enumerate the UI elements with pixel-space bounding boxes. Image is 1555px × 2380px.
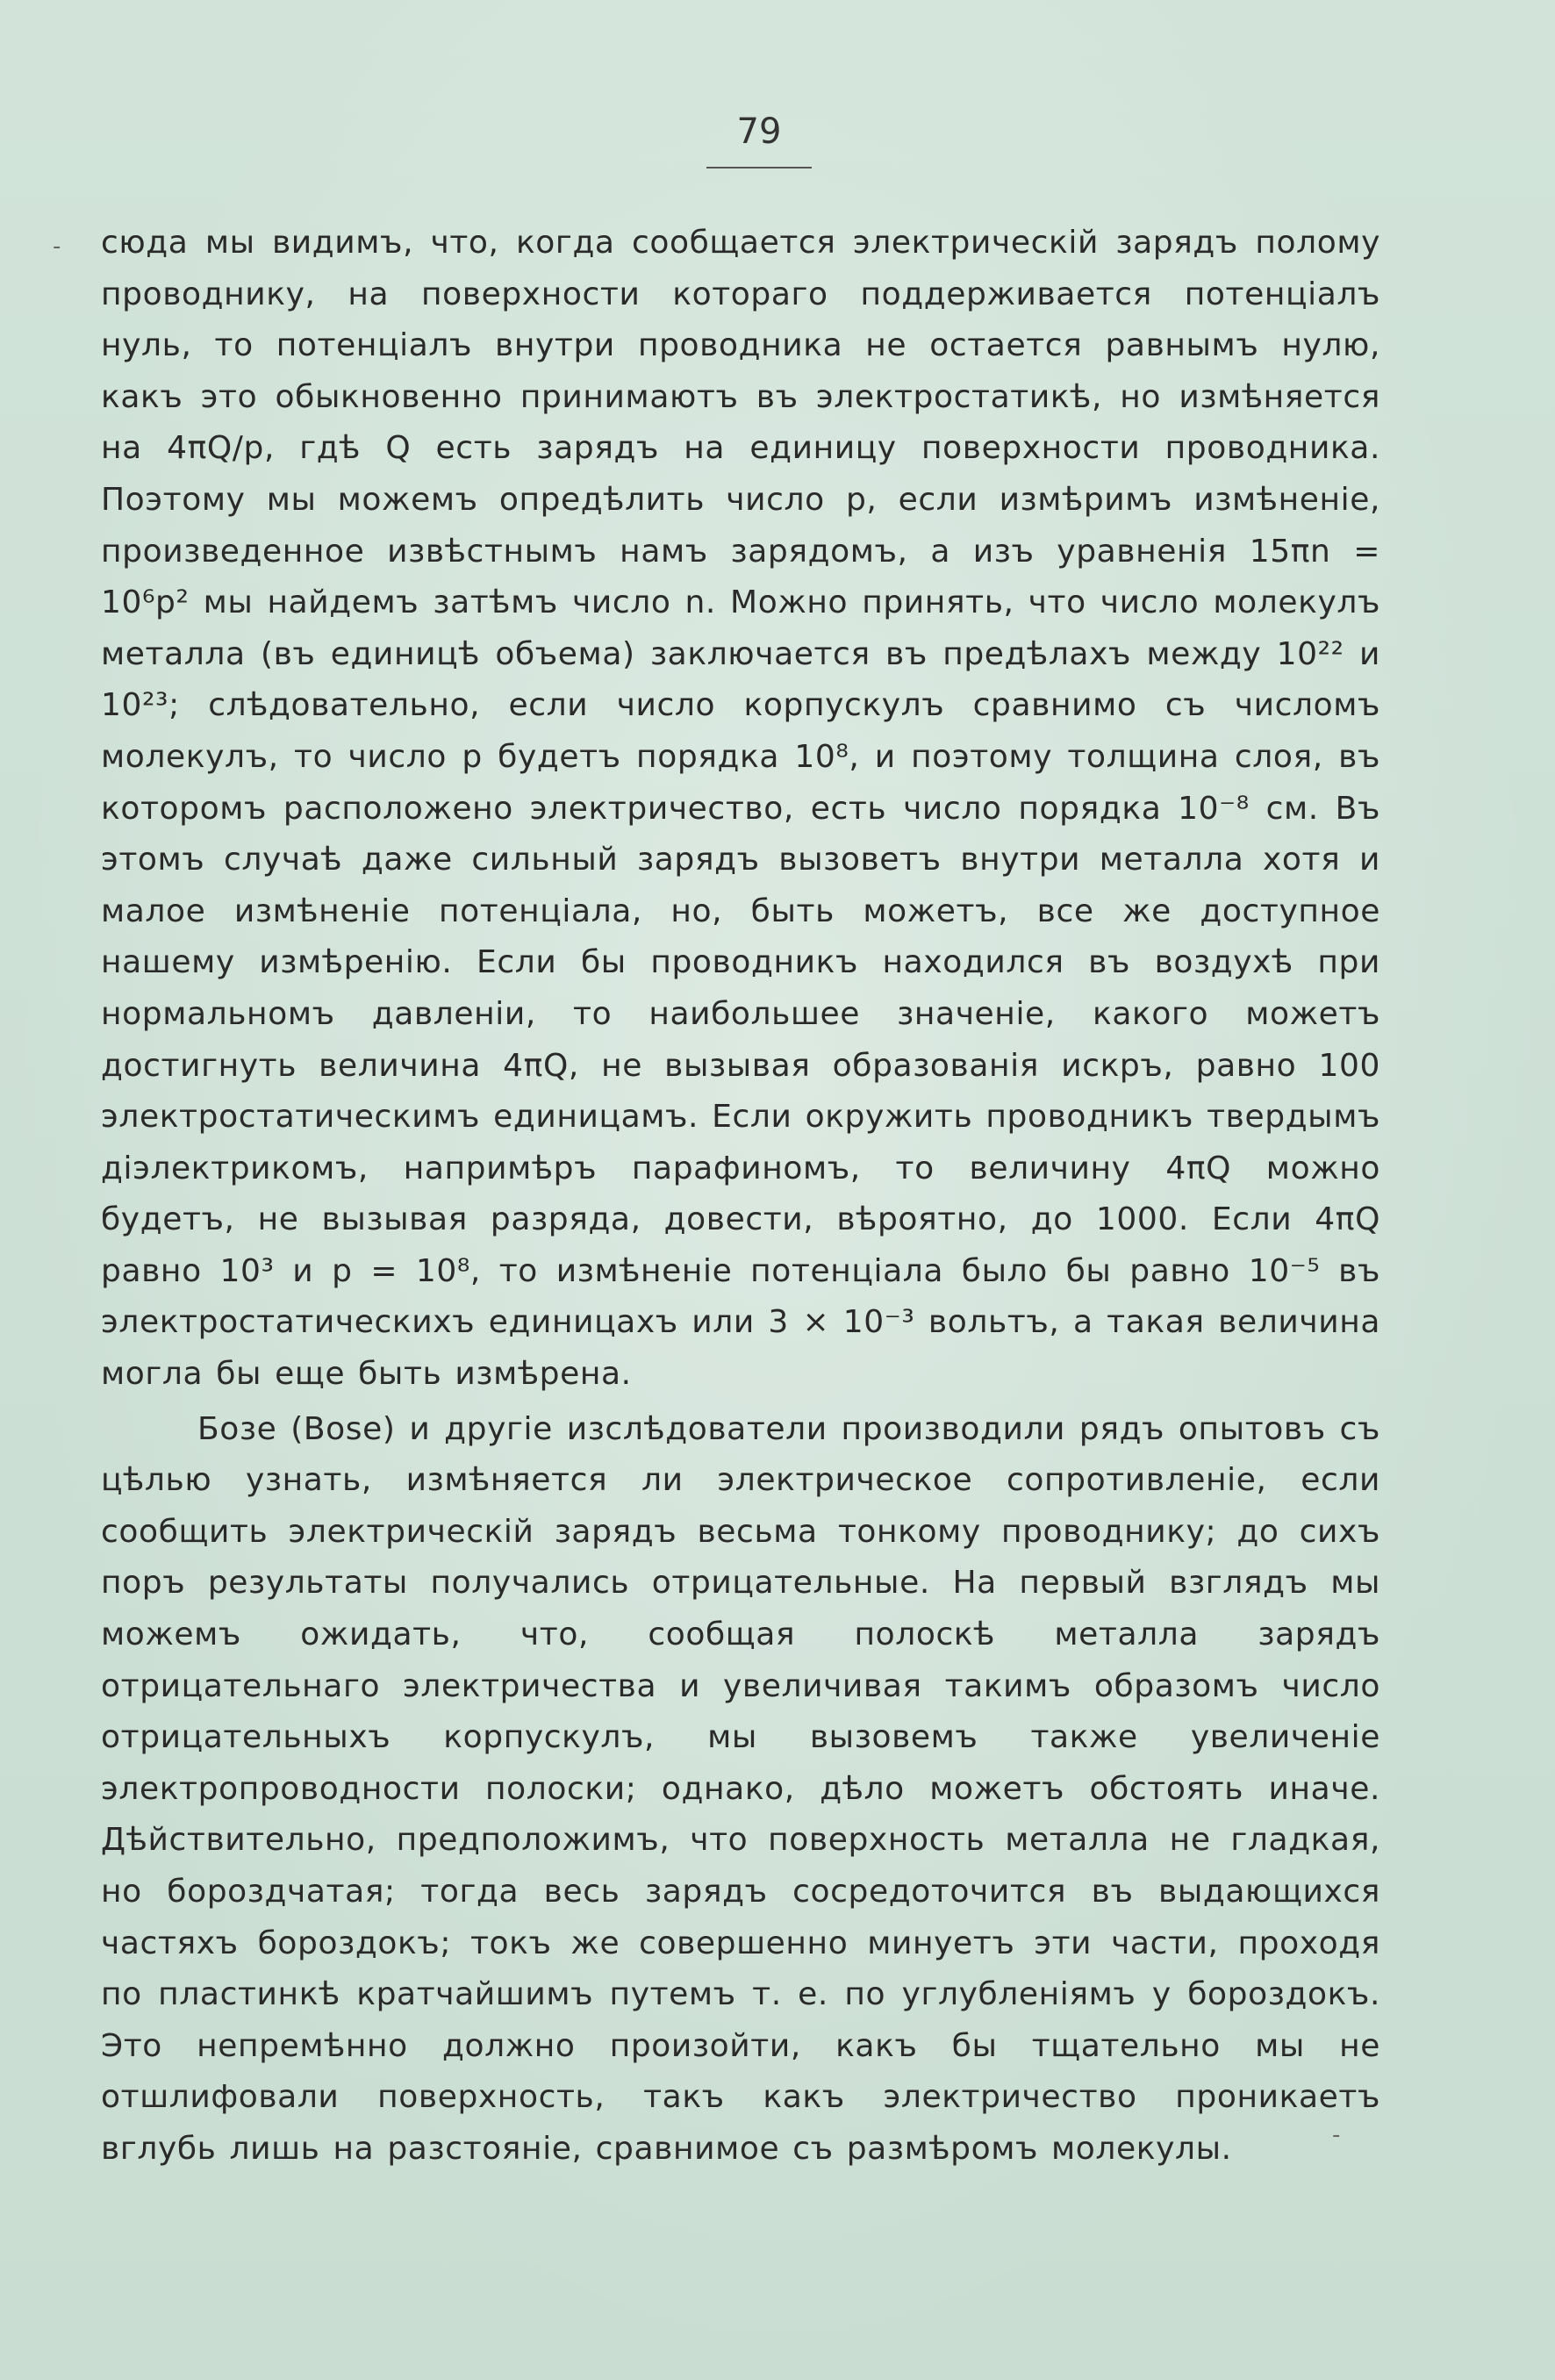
margin-mark: - (53, 233, 61, 260)
page-number-rule (706, 167, 812, 168)
page-number: 79 (736, 111, 782, 152)
margin-mark: - (1332, 2122, 1341, 2148)
page-body (101, 218, 1380, 2176)
paragraph-1: сюда мы видимъ, что, когда сообщается электрическій зарядъ полому проводнику, на поверхности котораго поддерживается потенціалъ нуль, то потенціалъ внутри проводника не остается равнымъ нулю, какъ это обыкновенно принимаютъ въ электростатикѣ, но измѣняется на 4πQ/p, гдѣ Q есть зарядъ на единицу поверхности проводника. Поэтому мы можемъ опредѣлить число p, если измѣримъ измѣненіе, произведенное извѣстнымъ намъ зарядомъ, а изъ уравненія 15πn = 10⁶p² мы найдемъ затѣмъ число n. Можно принять, что число молекулъ металла (въ единицѣ объема) заключается въ предѣлахъ между 10²² и 10²³; слѣдовательно, если число корпускулъ сравнимо съ числомъ молекулъ, то число p будетъ порядка 10⁸, и поэтому толщина слоя, въ которомъ расположено электричество, есть число порядка 10⁻⁸ см. Въ этомъ случаѣ даже сильный зарядъ вызоветъ внутри металла хотя и малое измѣненіе потенціала, но, быть можетъ, все же доступное нашему измѣренію. Если бы проводникъ находился въ воздухѣ при нормальномъ давленіи, то наибольшее значеніе, какого можетъ достигнуть величина 4πQ, не вызывая образованія искръ, равно 100 электростатическимъ единицамъ. Если окружить проводникъ твердымъ діэлектрикомъ, напримѣръ парафиномъ, то величину 4πQ можно будетъ, не вызывая разряда, довести, вѣроятно, до 1000. Если 4πQ равно 10³ и p = 10⁸, то измѣненіе потенціала было бы равно 10⁻⁵ въ электростатическихъ единицахъ или 3 × 10⁻³ вольтъ, а такая величина могла бы еще быть измѣрена. (101, 225, 1380, 1393)
paragraph-2: Бозе (Bose) и другіе изслѣдователи производили рядъ опытовъ съ цѣлью узнать, измѣняется ли электрическое сопротивленіе, если сообщить электрическій зарядъ весьма тонкому проводнику; до сихъ поръ результаты получались отрицательные. На первый взглядъ мы можемъ ожидать, что, сообщая полоскѣ металла зарядъ отрицательнаго электричества и увеличивая такимъ образомъ число отрицательныхъ корпускулъ, мы вызовемъ также увеличеніе электропроводности полоски; однако, дѣло можетъ обстоять иначе. Дѣйствительно, предположимъ, что поверхность металла не гладкая, но бороздчатая; тогда весь зарядъ сосредоточится въ выдающихся частяхъ бороздокъ; токъ же совершенно минуетъ эти части, проходя по пластинкѣ кратчайшимъ путемъ т. е. по углубленіямъ у бороздокъ. Это непремѣнно должно произойти, какъ бы тщательно мы не отшлифовали поверхность, такъ какъ электричество проникаетъ вглубь лишь на разстояніе, сравнимое съ размѣромъ молекулы. (101, 1410, 1380, 2167)
